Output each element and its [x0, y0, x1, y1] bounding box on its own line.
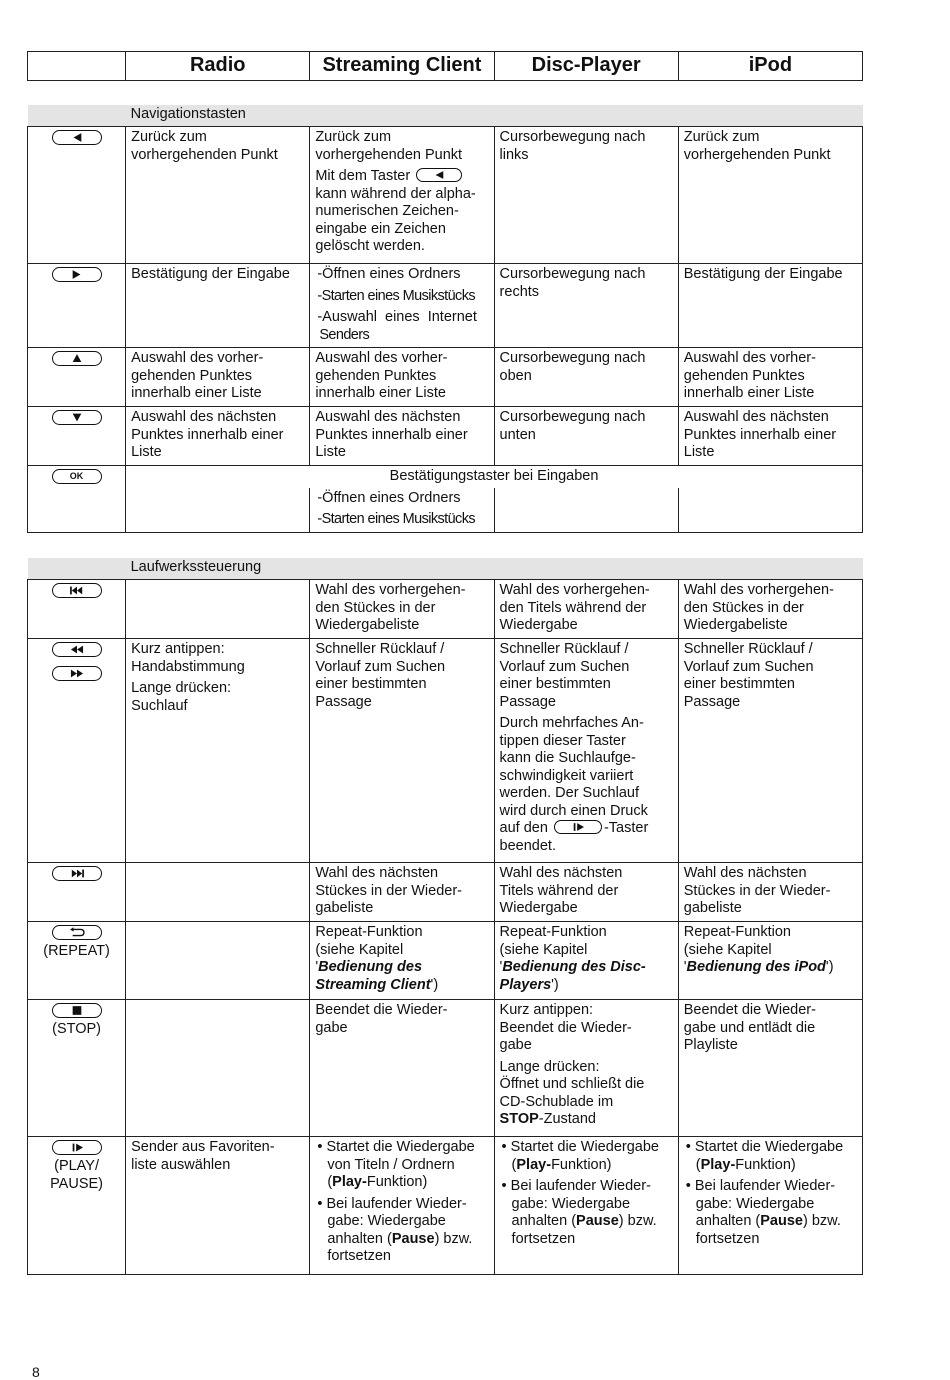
- section-header-row: [28, 558, 863, 580]
- play-pause-key-icon: [52, 1140, 102, 1155]
- left-arrow-key-icon: [52, 130, 102, 145]
- table-row: (REPEAT) Repeat-Funktion (siehe Kapitel 'Bedienung des Streaming Client') Repeat-Funktion (siehe Kapitel 'Bedienung des Disc-Players') Repeat-Funktion (siehe Kapitel 'Bedienung des iPod'): [28, 922, 863, 1000]
- header-ipod: iPod: [678, 52, 862, 81]
- drive-control-table: [27, 558, 863, 1275]
- table-row: (PLAY/ PAUSE) Sender aus Favoriten- liste auswählen • Startet die Wiedergabe von Titeln / Ordnern (Play-Funktion) • Bei laufender Wieder-gabe: Wiedergabe anhalten (Pause) bzw. fortsetzen • Startet die Wiedergabe (Play-Funktion) • Bei laufender Wieder-gabe: Wiedergabe anhalten (Pause) bzw. fortsetzen • Startet die Wiedergabe (Play-Funktion) • Bei laufender Wieder-gabe: Wiedergabe anhalten (Pause) bzw. fortsetzen: [28, 1137, 863, 1275]
- header-radio: Radio: [126, 52, 310, 81]
- ok-key-icon: OK: [52, 469, 102, 484]
- fast-forward-key-icon: [52, 666, 102, 681]
- header-disc-player: Disc-Player: [494, 52, 678, 81]
- section-header-row: [28, 105, 863, 127]
- header-row: [28, 52, 863, 81]
- ok-span-text: Bestätigungstaster bei Eingaben: [126, 466, 863, 488]
- left-arrow-key-icon: [416, 168, 462, 182]
- right-arrow-key-icon: [52, 267, 102, 282]
- column-header-table: [27, 51, 863, 81]
- play-pause-key-icon: [554, 820, 602, 834]
- section-title: Laufwerkssteuerung: [126, 558, 310, 580]
- skip-previous-key-icon: [52, 583, 102, 598]
- up-arrow-key-icon: [52, 351, 102, 366]
- navigation-keys-table: [27, 105, 863, 533]
- table-row: [28, 466, 863, 488]
- rewind-key-icon: [52, 642, 102, 657]
- skip-next-key-icon: [52, 866, 102, 881]
- repeat-key-icon: [52, 925, 102, 940]
- table-row: -Öffnen eines Ordners -Starten eines Musikstücks: [28, 488, 863, 533]
- table-row: Auswahl des vorher- gehenden Punktes innerhalb einer Liste Auswahl des vorher- gehenden Punktes innerhalb einer Liste Cursorbewegung nach oben Auswahl des vorher- gehenden Punktes innerhalb einer Liste: [28, 348, 863, 407]
- header-streaming-client: Streaming Client: [310, 52, 494, 81]
- header-empty-cell: [28, 52, 126, 81]
- table-row: Auswahl des nächsten Punktes innerhalb einer Liste Auswahl des nächsten Punktes innerhalb einer Liste Cursorbewegung nach unten Auswahl des nächsten Punktes innerhalb einer Liste: [28, 407, 863, 466]
- section-title: Navigationstasten: [126, 105, 310, 127]
- table-row: Wahl des vorhergehen- den Stückes in der Wiedergabeliste Wahl des vorhergehen- den Titels während der Wiedergabe Wahl des vorhergehen- den Stückes in der Wiedergabeliste: [28, 580, 863, 639]
- table-row: Wahl des nächsten Stückes in der Wieder- gabeliste Wahl des nächsten Titels während der Wiedergabe Wahl des nächsten Stückes in der Wieder- gabeliste: [28, 863, 863, 922]
- table-row: Bestätigung der Eingabe -Öffnen eines Ordners -Starten eines Musikstücks -Auswahl eines Internet Senders Cursorbewegung nach rechts Bestätigung der Eingabe: [28, 264, 863, 348]
- stop-key-icon: [52, 1003, 102, 1018]
- table-row: Kurz antippen: Handabstimmung Lange drücken: Suchlauf Schneller Rücklauf / Vorlauf zum Suchen einer bestimmten Passage Schneller Rücklauf / Vorlauf zum Suchen einer bestimmten Passage Durch mehrfaches An- tippen dieser Taster kann die Suchlaufge- schwindigkeit variiert werden. Der Suchlauf wird durch einen Druck auf den -Taster beendet. Schneller Rücklauf / Vorlauf zum Suchen einer bestimmten Passage: [28, 639, 863, 863]
- table-row: Zurück zum vorhergehenden Punkt Zurück zum vorhergehenden Punkt Mit dem Taster kann während der alpha- numerischen Zeichen- eingabe ein Zeichen gelöscht werden. Cursorbewegung nach links Zurück zum vorhergehenden Punkt: [28, 127, 863, 264]
- page-number: 8: [32, 1364, 40, 1380]
- down-arrow-key-icon: [52, 410, 102, 425]
- table-row: (STOP) Beendet die Wieder- gabe Kurz antippen: Beendet die Wieder- gabe Lange drücken: Öffnet und schließt die CD-Schublade im STOP-Zustand Beendet die Wieder- gabe und entlädt die Playliste: [28, 1000, 863, 1137]
